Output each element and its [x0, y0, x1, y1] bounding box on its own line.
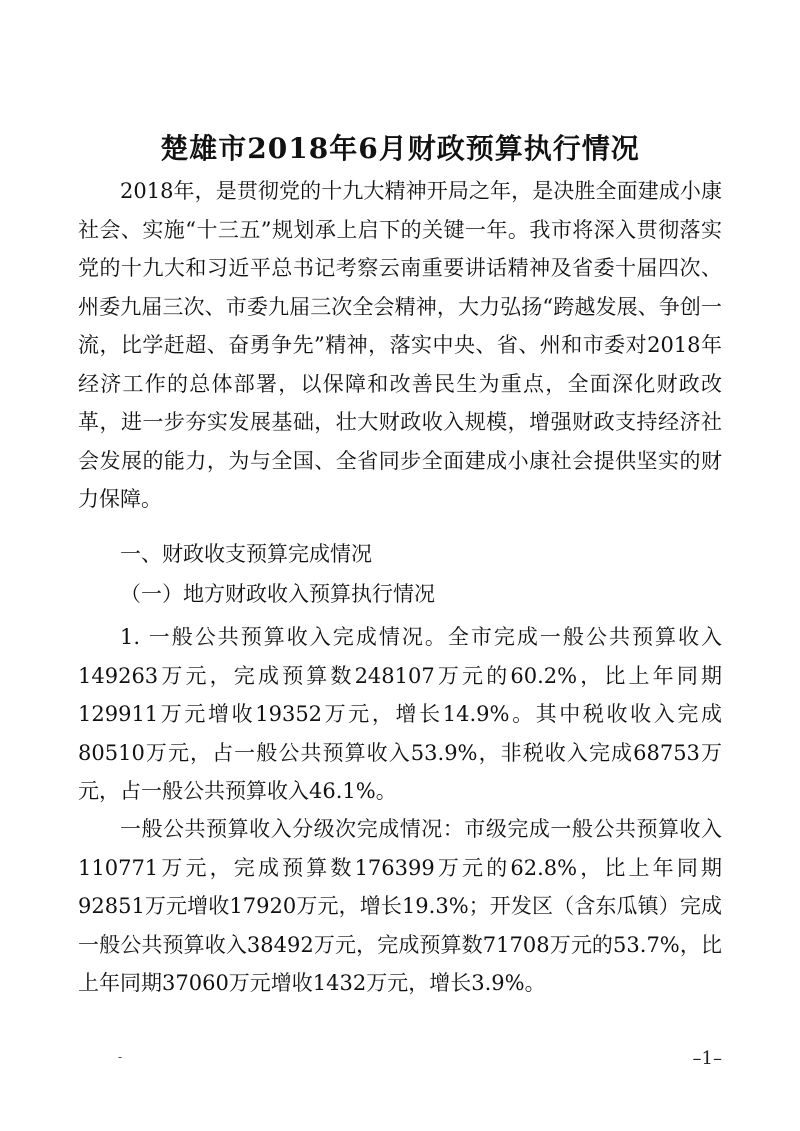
page-number: –1–: [692, 1048, 722, 1069]
document-title: 楚雄市2018年6月财政预算执行情况: [160, 131, 640, 165]
subsection-heading: （一）地方财政收入预算执行情况: [120, 582, 435, 606]
intro-paragraph: 2018年，是贯彻党的十九大精神开局之年，是决胜全面建成小康社会、实施“十三五”规划承上启下的关键一年。我市将深入贯彻落实党的十九大和习近平总书记考察云南重要讲话精神及省委十届四次、州委九届三次、市委九届三次全会精神，大力弘扬“跨越发展、争创一流，比学赶超、奋勇争先”精神，落实中央、省、州和市委对2018年经济工作的总体部署，以保障和改善民生为重点，全面深化财政改革，进一步夯实发展基础，壮大财政收入规模，增强财政支持经济社会发展的能力，为与全国、全省同步全面建成小康社会提供坚实的财力保障。: [78, 179, 722, 511]
footer-mark: -: [118, 1050, 123, 1064]
revenue-paragraph: 1. 一般公共预算收入完成情况。全市完成一般公共预算收入149263万元，完成预算数248107万元的60.2%，比上年同期129911万元增收19352万元，增长14.9%。其中税收收入完成80510万元，占一般公共预算收入53.9%，非税收入完成68753万元，占一般公共预算收入46.1%。: [78, 625, 722, 803]
section-heading: 一、财政收支预算完成情况: [120, 542, 372, 566]
revenue-level-paragraph: 一般公共预算收入分级次完成情况：市级完成一般公共预算收入110771万元，完成预算数176399万元的62.8%，比上年同期92851万元增收17920万元，增长19.3%；开发区（含东瓜镇）完成一般公共预算收入38492万元，完成预算数71708万元的53.7%，比上年同期37060万元增收1432万元，增长3.9%。: [78, 817, 722, 995]
